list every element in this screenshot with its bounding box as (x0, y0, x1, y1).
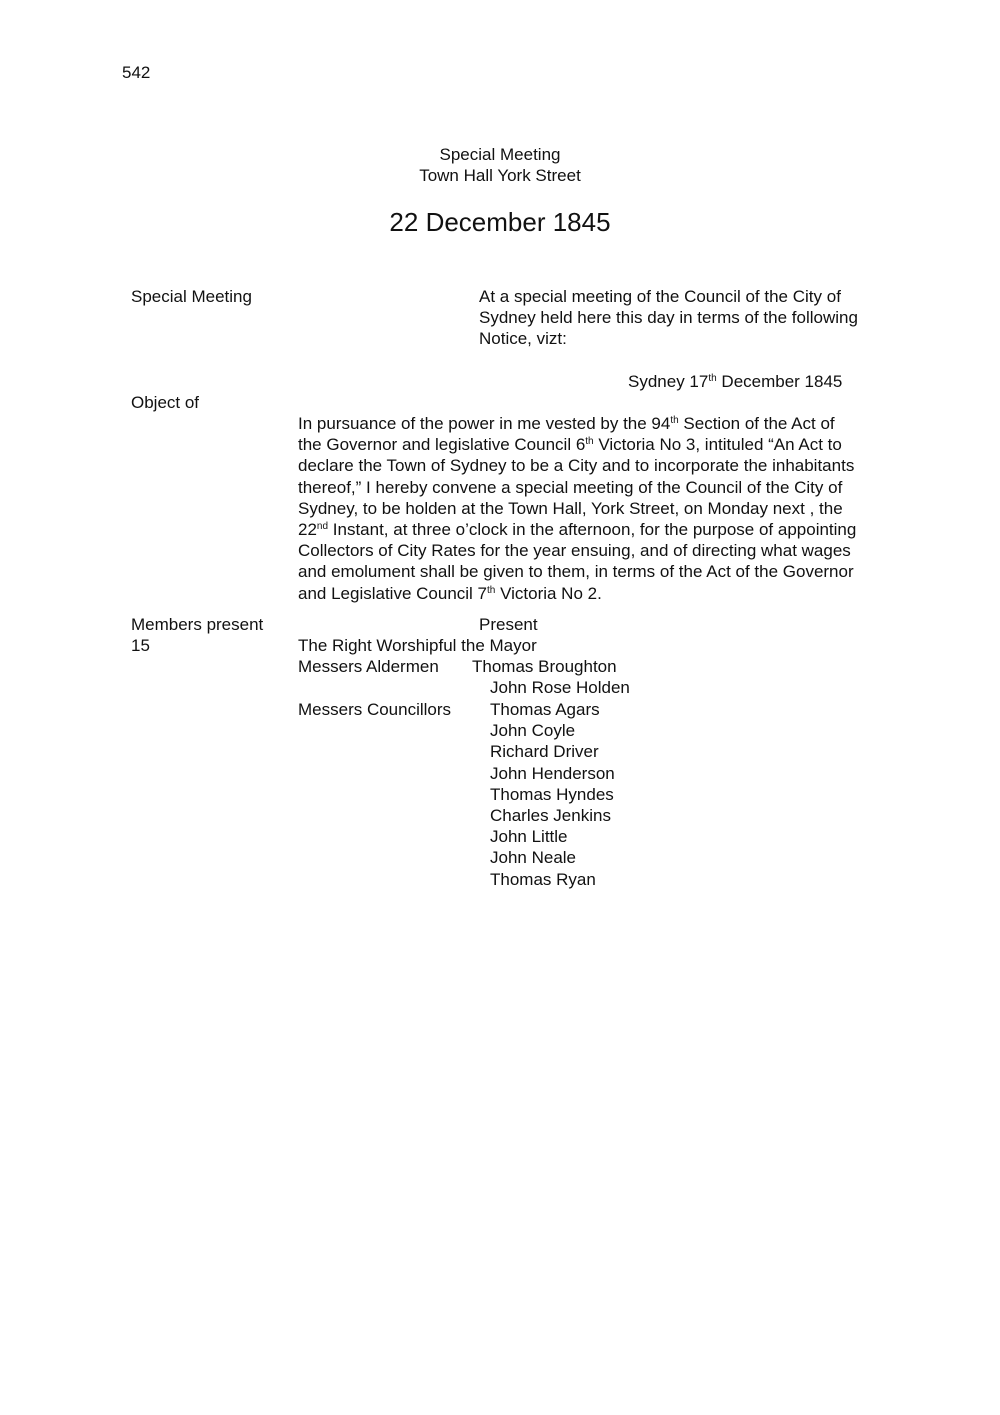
councillor-name: John Coyle (490, 721, 576, 741)
margin-note-special-meeting: Special Meeting (131, 287, 252, 306)
notice-date-text: Sydney 17 (628, 372, 709, 391)
intro-line: At a special meeting of the Council of the City of (479, 287, 841, 306)
alderman-name: John Rose Holden (490, 678, 630, 697)
margin-note-members-present: Members present (131, 615, 264, 634)
intro-line: Notice, vizt: (479, 329, 567, 349)
notice-date-sup: th (708, 373, 717, 384)
margin-note-object-of: Object of (131, 393, 200, 412)
councillors-list (490, 699, 615, 890)
notice-line: 22nd Instant, at three o’clock in the afternoon, for the purpose of appointing (298, 520, 857, 540)
notice-date (628, 371, 842, 392)
councillor-name: Thomas Ryan (490, 869, 596, 889)
notice-line: thereof,” I hereby convene a special meeting of the Council of the City of (298, 477, 843, 497)
notice-paragraph (298, 413, 856, 604)
councillors-label: Messers Councillors (298, 700, 452, 719)
councillor-name: Richard Driver (490, 742, 599, 762)
present-heading: Present (479, 615, 538, 634)
alderman-name: Thomas Broughton (472, 657, 617, 676)
notice-line: and emolument shall be given to them, in terms of the Act of the Governor (298, 562, 854, 582)
notice-line: and Legislative Council 7th Victoria No 2. (298, 583, 602, 603)
intro-paragraph (479, 286, 858, 350)
header-title: Special Meeting (439, 145, 561, 164)
margin-note-members-count: 15 (131, 636, 150, 655)
notice-line: the Governor and legislative Council 6th Victoria No 3, intituled “An Act to (298, 435, 842, 455)
notice-line: In pursuance of the power in me vested by the 94th Section of the Act of (298, 414, 835, 433)
councillor-name: John Little (490, 827, 568, 847)
councillor-name: Charles Jenkins (490, 806, 611, 826)
councillor-name: John Neale (490, 848, 577, 868)
aldermen-label: Messers Aldermen (298, 657, 439, 676)
councillor-name: John Henderson (490, 763, 615, 783)
councillor-name: Thomas Agars (490, 700, 600, 719)
intro-line: Sydney held here this day in terms of the following (479, 308, 858, 328)
header-location: Town Hall York Street (419, 166, 581, 185)
notice-line: Collectors of City Rates for the year ensuing, and of directing what wages (298, 541, 851, 561)
councillor-name: Thomas Hyndes (490, 784, 614, 804)
notice-date-text: December 1845 (716, 372, 843, 391)
notice-line: Sydney, to be holden at the Town Hall, York Street, on Monday next , the (298, 498, 843, 518)
page-number: 542 (122, 63, 151, 82)
notice-line: declare the Town of Sydney to be a City and to incorporate the inhabitants (298, 456, 855, 476)
mayor-line: The Right Worshipful the Mayor (298, 636, 537, 655)
meeting-date: 22 December 1845 (389, 207, 611, 237)
